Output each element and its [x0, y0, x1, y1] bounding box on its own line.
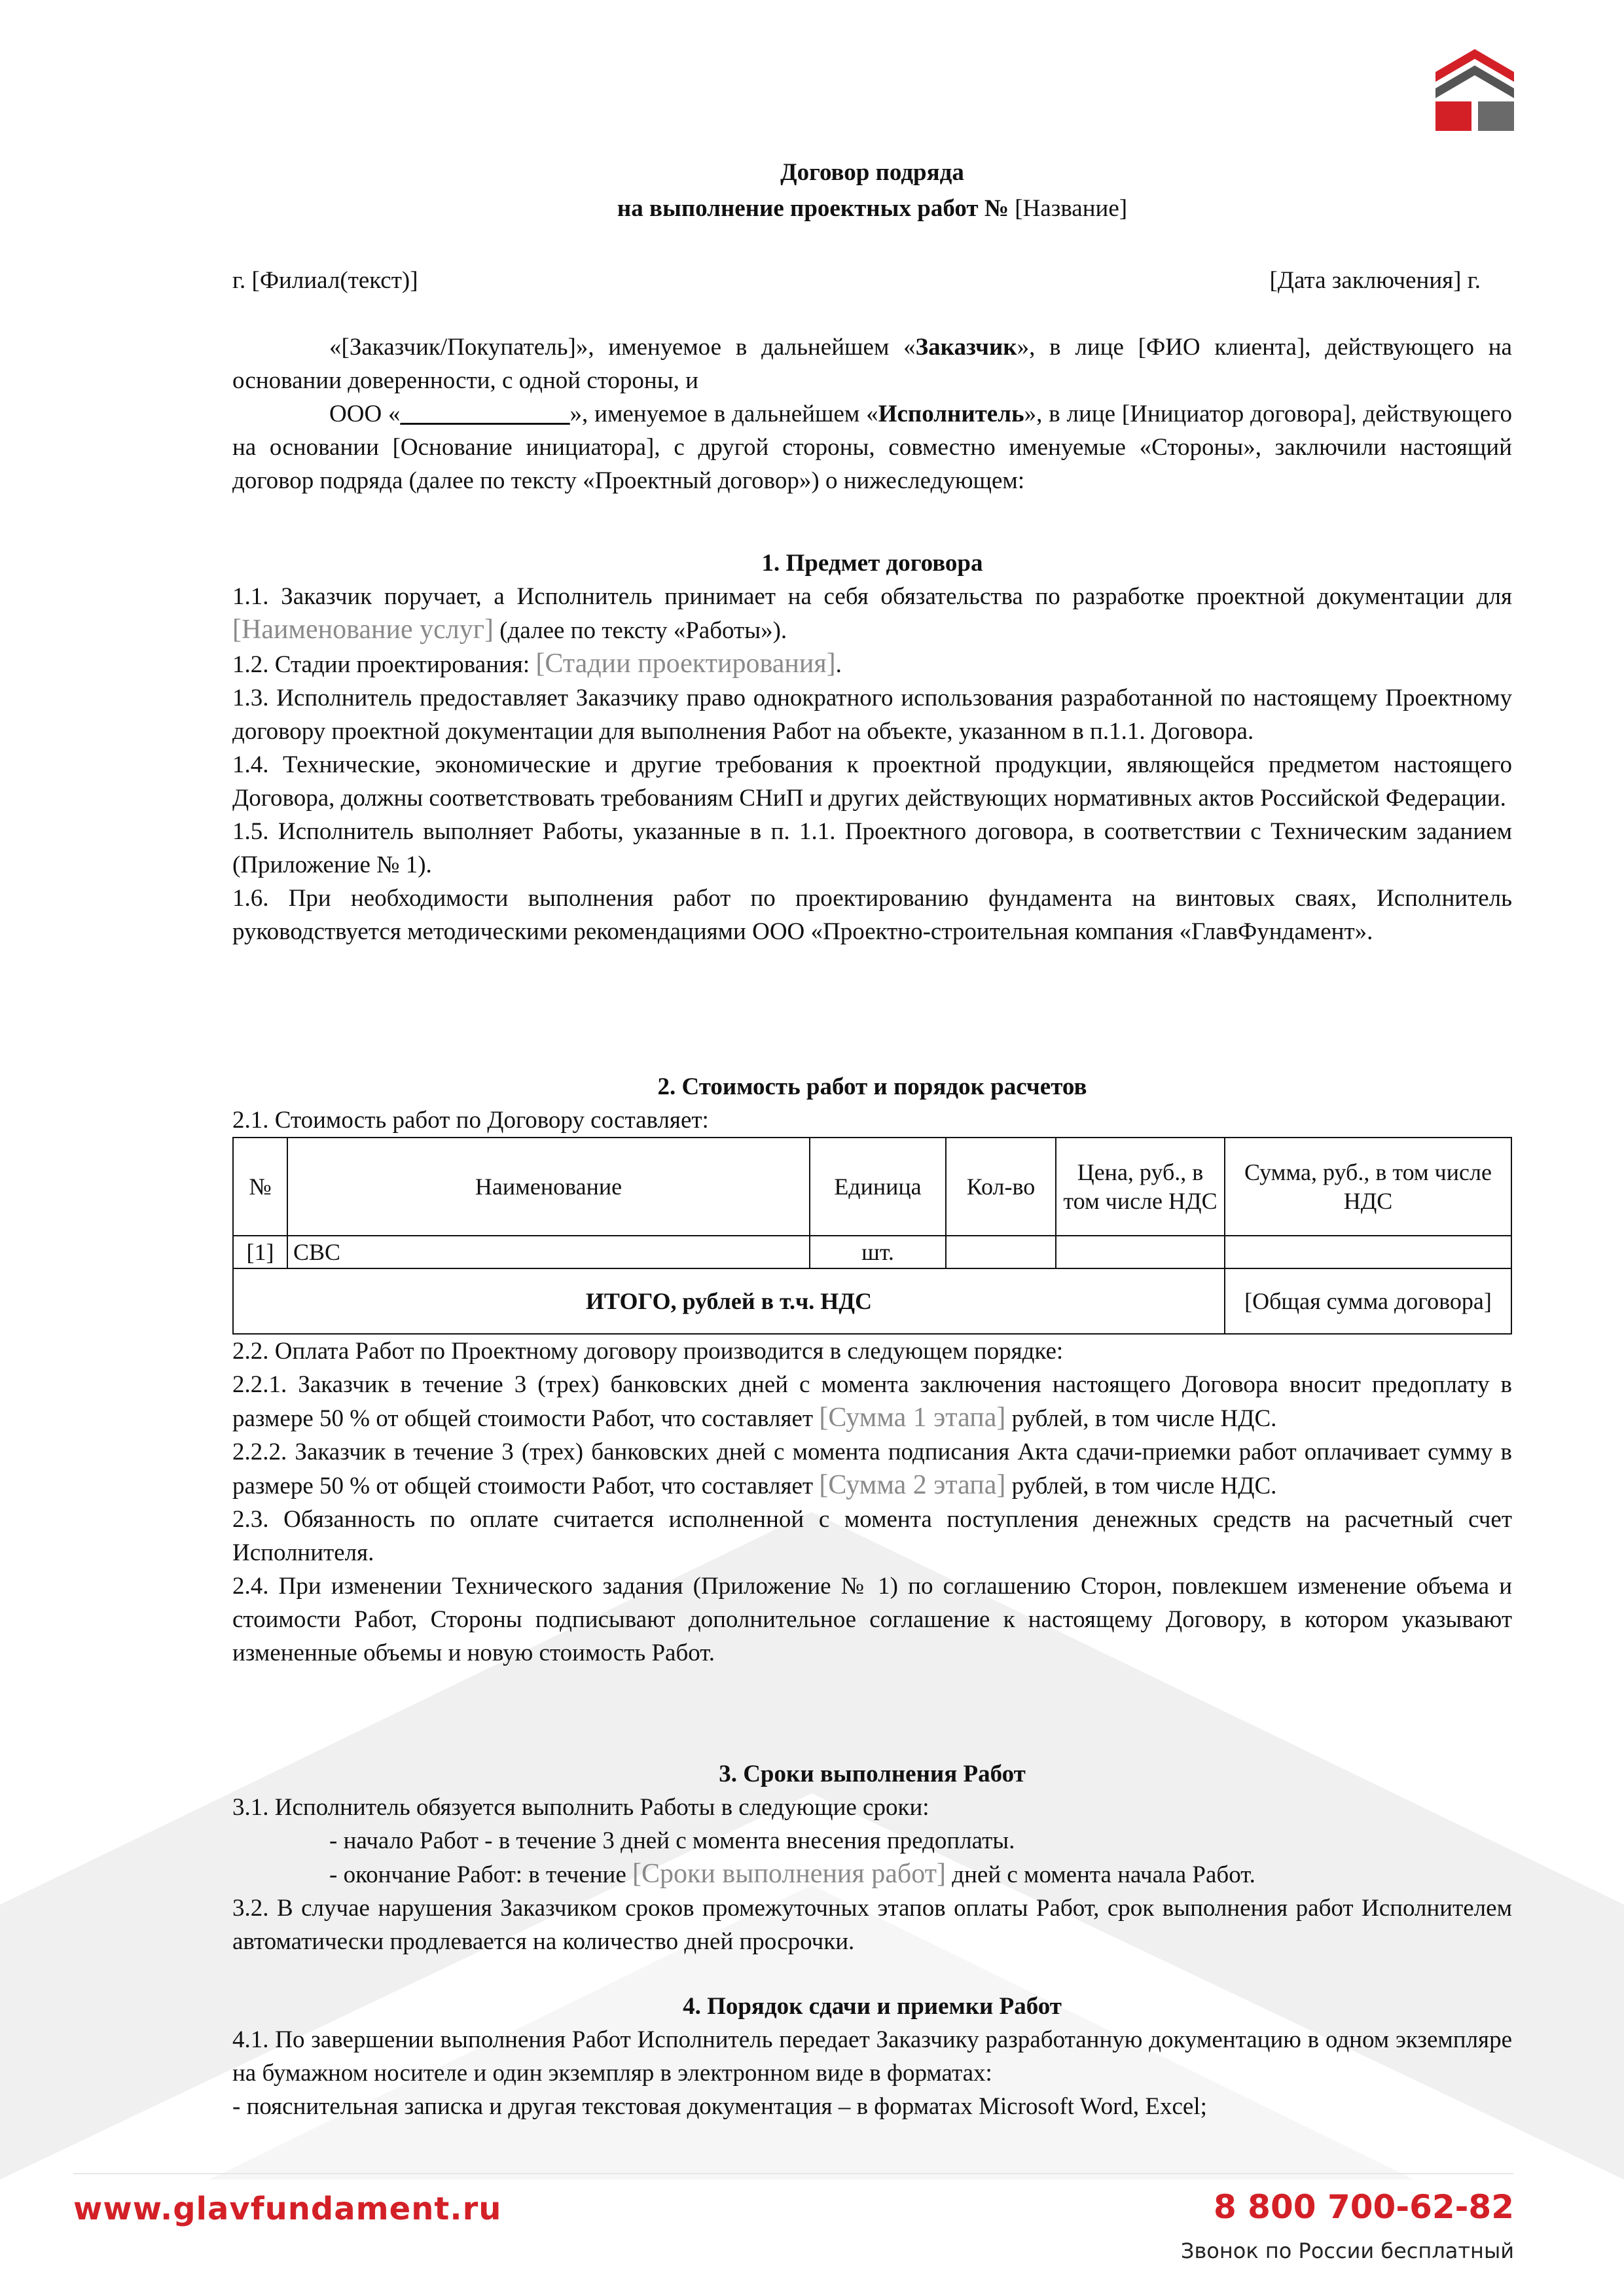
table-cell — [1225, 1236, 1511, 1268]
table-cell: [1] — [233, 1236, 287, 1268]
section-4 — [232, 1990, 1512, 2123]
party-customer: «[Заказчик/Покупатель]», именуемое в дальнейшем «Заказчик», в лице [ФИО клиента], действующего на основании доверенности, с одной стороны, и — [232, 334, 1512, 394]
table-header-cell: Кол-во — [946, 1138, 1056, 1236]
clause-2-2-1: 2.2.1. Заказчик в течение 3 (трех) банковских дней с момента заключения настоящего Договора вносит предоплату в размере 50 % от общей стоимости Работ, что составляет [Сумма 1 этапа] рублей, в том числе НДС. — [232, 1371, 1512, 1433]
party-contractor: ООО «______________», именуемое в дальнейшем «Исполнитель», в лице [Инициатор договора], действующего на основании [Основание инициатора], с другой стороны, совместно именуемые «Стороны», заключили настоящий договор подряда (далее по тексту «Проектный договор») о нижеследующем: — [232, 401, 1512, 494]
clause-1-6: 1.6. При необходимости выполнения работ по проектированию фундамента на винтовых сваях, Исполнитель руководствуется методическими рекомендациями ООО «Проектно-строительная компания «ГлавФундамент». — [232, 885, 1512, 945]
parties-block — [232, 331, 1512, 497]
footer-website-link[interactable]: www.glavfundament.ru — [73, 2191, 502, 2227]
document-subtitle: на выполнение проектных работ № [Название] — [617, 195, 1128, 222]
clause-1-2: 1.2. Стадии проектирования: [Стадии проектирования]. — [232, 649, 842, 679]
table-cell — [946, 1236, 1056, 1268]
clause-4-1: 4.1. По завершении выполнения Работ Исполнитель передает Заказчику разработанную документацию в одном экземпляре на бумажном носителе и один экземпляр в электронном виде в форматах: — [232, 2026, 1512, 2087]
section-3-heading: 3. Сроки выполнения Работ — [719, 1761, 1026, 1787]
table-total-label: ИТОГО, рублей в т.ч. НДС — [233, 1268, 1225, 1334]
date-field: [Дата заключения] г. — [1269, 267, 1481, 294]
clause-2-3: 2.3. Обязанность по оплате считается исполненной с момента поступления денежных средств на расчетный счет Исполнителя. — [232, 1506, 1512, 1566]
cost-table — [232, 1137, 1512, 1335]
clause-2-2-2: 2.2.2. Заказчик в течение 3 (трех) банковских дней с момента подписания Акта сдачи-приемки работ оплачивает сумму в размере 50 % от общей стоимости Работ, что составляет [Сумма 2 этапа] рублей, в том числе НДС. — [232, 1439, 1512, 1500]
list-item: - окончание Работ: в течение [Сроки выполнения работ] дней с момента начала Работ. — [329, 1859, 1255, 1889]
clause-1-1: 1.1. Заказчик поручает, а Исполнитель принимает на себя обязательства по разработке проектной документации для [Наименование услуг] (далее по тексту «Работы»). — [232, 583, 1512, 645]
section-3 — [232, 1757, 1512, 1958]
footer-divider — [73, 2173, 1513, 2174]
list-item: - пояснительная записка и другая текстовая документация – в форматах Microsoft Word, Excel; — [232, 2093, 1207, 2120]
table-cell: шт. — [810, 1236, 946, 1268]
clause-2-4: 2.4. При изменении Технического задания (Приложение № 1) по соглашению Сторон, повлекшем изменение объема и стоимости Работ, Стороны подписывают дополнительное соглашение к настоящему Договору, в котором указывают измененные объемы и новую стоимость Работ. — [232, 1573, 1512, 1666]
table-row — [233, 1236, 1511, 1268]
section-2-heading: 2. Стоимость работ и порядок расчетов — [657, 1073, 1087, 1100]
document-title: Договор подряда — [780, 159, 964, 186]
section-1 — [232, 547, 1512, 948]
city-field: г. [Филиал(текст)] — [232, 267, 418, 294]
table-header-cell: Сумма, руб., в том числе НДС — [1225, 1138, 1511, 1236]
clause-3-2: 3.2. В случае нарушения Заказчиком сроков промежуточных этапов оплаты Работ, срок выполнения работ Исполнителем автоматически продлевается на количество дней просрочки. — [232, 1895, 1512, 1955]
table-header-cell: Цена, руб., в том числе НДС — [1056, 1138, 1225, 1236]
table-total-value: [Общая сумма договора] — [1225, 1268, 1511, 1334]
clause-3-1: 3.1. Исполнитель обязуется выполнить Работы в следующие сроки: — [232, 1794, 929, 1821]
list-item: - начало Работ - в течение 3 дней с момента внесения предоплаты. — [329, 1827, 1015, 1854]
clause-1-3: 1.3. Исполнитель предоставляет Заказчику право однократного использования разработанной по настоящему Проектному договору проектной документации для выполнения Работ на объекте, указанном в п.1.1. Договора. — [232, 685, 1512, 745]
table-total-row — [233, 1268, 1511, 1334]
table-header-cell: № — [233, 1138, 287, 1236]
table-header-cell: Наименование — [287, 1138, 810, 1236]
place-date-row — [232, 264, 1512, 297]
clause-1-4: 1.4. Технические, экономические и другие требования к проектной продукции, являющейся предметом настоящего Договора, должны соответствовать требованиям СНиП и других действующих нормативных актов Российской Федерации. — [232, 751, 1512, 812]
section-2 — [232, 1070, 1512, 1670]
company-logo-icon — [1426, 36, 1524, 134]
section-1-heading: 1. Предмет договора — [761, 550, 983, 577]
table-cell: СВС — [287, 1236, 810, 1268]
footer-phone[interactable]: 8 800 700-62-82 — [1213, 2188, 1514, 2226]
table-header-cell: Единица — [810, 1138, 946, 1236]
footer-phone-note: Звонок по России бесплатный — [1180, 2238, 1514, 2263]
table-header-row — [233, 1138, 1511, 1236]
section-4-heading: 4. Порядок сдачи и приемки Работ — [683, 1993, 1062, 2020]
table-cell — [1056, 1236, 1225, 1268]
clause-2-1: 2.1. Стоимость работ по Договору составляет: — [232, 1107, 709, 1134]
clause-2-2: 2.2. Оплата Работ по Проектному договору производится в следующем порядке: — [232, 1338, 1064, 1365]
clause-1-5: 1.5. Исполнитель выполняет Работы, указанные в п. 1.1. Проектного договора, в соответствии с Техническим заданием (Приложение № 1). — [232, 818, 1512, 878]
